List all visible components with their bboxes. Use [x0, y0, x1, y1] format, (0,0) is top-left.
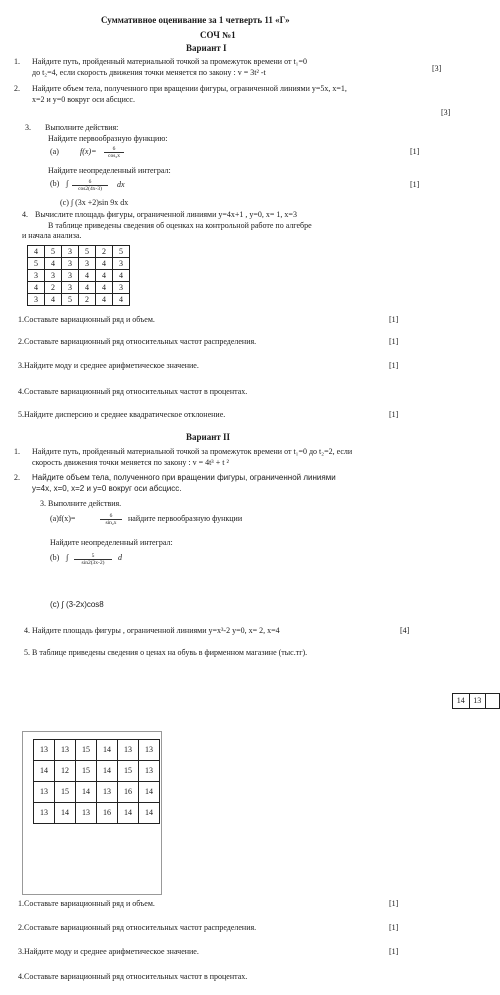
task-text: 5.Найдите дисперсию и среднее квадратическое отклонение. [18, 410, 226, 419]
table-cell: 5 [79, 246, 96, 258]
v2-q3b-numerator: 5 [91, 553, 95, 559]
table-cell: 4 [45, 294, 62, 306]
table-cell: 14 [453, 694, 470, 709]
price-row [34, 803, 160, 824]
partial-price-table [452, 693, 500, 709]
v1-q3-line3: Найдите неопределенный интеграл: [48, 166, 171, 175]
v1-q3b-label: (b) [50, 179, 60, 188]
table-cell: 4 [79, 270, 96, 282]
v2-q3b-d: d [118, 553, 122, 562]
table-cell: 4 [113, 294, 130, 306]
task-text: 4.Составьте вариационный ряд относительных частот в процентах. [18, 972, 248, 981]
task-text: 1.Составьте вариационный ряд и объем. [18, 315, 155, 324]
v1-q5-line2: и начала анализа. [22, 231, 82, 240]
table-cell: 3 [62, 282, 79, 294]
v1-q4-number: 4. [22, 210, 28, 219]
table-cell [486, 694, 500, 709]
table-cell: 5 [113, 246, 130, 258]
price-row [34, 740, 160, 761]
table-cell: 13 [34, 740, 55, 761]
v2-q5-line: 5. В таблице приведены сведения о ценах на обувь в фирменном магазине (тыс.тг). [24, 648, 308, 657]
table-cell: 14 [139, 803, 160, 824]
table-cell: 15 [55, 782, 76, 803]
table-cell: 13 [139, 761, 160, 782]
table-cell: 4 [113, 270, 130, 282]
table-cell: 13 [76, 803, 97, 824]
table-cell: 4 [79, 282, 96, 294]
v1-q3a-numerator: 6 [112, 146, 116, 152]
v2-q3-line1: 3. Выполните действия. [40, 499, 122, 508]
table-cell: 3 [62, 246, 79, 258]
table-cell: 14 [97, 761, 118, 782]
variant-2-heading: Вариант II [186, 432, 231, 442]
v1-q3a-label: (a) [50, 147, 59, 156]
table-cell: 4 [45, 258, 62, 270]
v1-q3b-numerator: 6 [88, 179, 92, 185]
v1-q3a-fraction [104, 146, 124, 159]
table-cell: 16 [118, 782, 139, 803]
price-row [34, 761, 160, 782]
task-text: 3.Найдите моду и среднее арифметическое значение. [18, 947, 199, 956]
v1-q1-line1: Найдите путь, пройденный материальной точкой за промежуток времени от t₁=0 [32, 57, 307, 66]
v2-q3b-label: (b) [50, 553, 60, 562]
v1-q3b-dx: dx [117, 180, 125, 189]
v1-q2-score: [3] [441, 108, 451, 117]
v1-q3b-denominator: cos2(4x-3) [72, 185, 108, 192]
v2-q3c: (c) ∫ (3-2x)cos8 [50, 600, 104, 609]
table-cell: 13 [469, 694, 486, 709]
task-score: [1] [389, 361, 399, 370]
task-score: [1] [389, 923, 399, 932]
v1-q3c: (c) ∫ (3x +2)sin 9x dx [60, 198, 129, 207]
price-row [34, 782, 160, 803]
v2-q3a-text: найдите первообразную функции [128, 514, 243, 523]
table-cell: 12 [55, 761, 76, 782]
table-cell: 3 [113, 258, 130, 270]
task-text: 1.Составьте вариационный ряд и объем. [18, 899, 155, 908]
table-cell: 13 [118, 740, 139, 761]
v1-q2-line2: x=2 и y=0 вокруг оси абсцисс. [32, 95, 135, 104]
v1-q1-score: [3] [432, 64, 442, 73]
table-cell: 14 [34, 761, 55, 782]
task-score: [1] [389, 337, 399, 346]
v1-q3-line1: Выполните действия: [45, 123, 119, 132]
table-cell: 14 [118, 803, 139, 824]
table-cell: 13 [34, 803, 55, 824]
v1-q3b-fraction [72, 179, 108, 192]
v1-q4-line: Вычислите площадь фигуры, ограниченной линиями y=4x+1 , y=0, x= 1, x=3 [35, 210, 297, 219]
table-cell: 3 [28, 294, 45, 306]
v1-q2-line1: Найдите объем тела, полученного при вращении фигуры, ограниченной линиями y=5x, x=1, [32, 84, 347, 93]
v2-q2-line2: y=4x, x=0, x=2 и y=0 вокруг оси абсцисс. [32, 484, 182, 493]
v1-q5-line1: В таблице приведены сведения об оценках на контрольной работе по алгебре [48, 221, 312, 230]
v1-q2-number: 2. [14, 84, 20, 93]
v2-q1-line2: скорость движения точки меняется по закону : v = 4t³ + t ² [32, 458, 229, 467]
table-cell: 15 [76, 761, 97, 782]
table-cell: 13 [139, 740, 160, 761]
table-cell: 14 [97, 740, 118, 761]
table-cell: 15 [76, 740, 97, 761]
v1-q3-number: 3. [25, 123, 31, 132]
grades-table [27, 245, 130, 306]
task-score: [1] [389, 410, 399, 419]
price-table [33, 739, 160, 824]
v1-q3-line2: Найдите первообразную функцию: [48, 134, 168, 143]
table-cell: 2 [45, 282, 62, 294]
partial-row [453, 694, 500, 709]
v2-q2-line1: Найдите объем тела, полученного при вращении фигуры, ограниченной линиями [32, 473, 336, 482]
task-text: 2.Составьте вариационный ряд относительных частот распределения. [18, 337, 257, 346]
table-cell: 3 [113, 282, 130, 294]
table-cell: 2 [96, 246, 113, 258]
v1-q1-line2: до t₂=4, если скорость движения точки меняется по закону : v = 3t² -t [32, 68, 266, 77]
grades-row [28, 246, 130, 258]
table-cell: 15 [118, 761, 139, 782]
table-cell: 13 [55, 740, 76, 761]
v2-q3b-fraction [74, 553, 112, 566]
table-cell: 3 [45, 270, 62, 282]
table-cell: 4 [28, 282, 45, 294]
task-text: 2.Составьте вариационный ряд относительных частот распределения. [18, 923, 257, 932]
v1-q1-number: 1. [14, 57, 20, 66]
table-cell: 3 [62, 258, 79, 270]
table-cell: 3 [79, 258, 96, 270]
v2-q3-line2: Найдите неопределенный интеграл: [50, 538, 173, 547]
table-cell: 14 [55, 803, 76, 824]
v2-q3b-denominator: sin2(3x-2) [74, 559, 112, 566]
v2-q3a-denominator: sin₂x [100, 519, 122, 526]
v1-q3a-denominator: cos₂x [104, 152, 124, 159]
v2-q1-number: 1. [14, 447, 20, 456]
table-cell: 13 [34, 782, 55, 803]
table-cell: 16 [97, 803, 118, 824]
table-cell: 4 [96, 282, 113, 294]
v2-q3a-label: (a)f(x)= [50, 514, 76, 523]
grades-row [28, 270, 130, 282]
grades-row [28, 258, 130, 270]
table-cell: 4 [96, 270, 113, 282]
table-cell: 5 [28, 258, 45, 270]
table-cell: 13 [97, 782, 118, 803]
task-score: [1] [389, 315, 399, 324]
table-cell: 5 [45, 246, 62, 258]
v2-q3a-numerator: 6 [109, 513, 113, 519]
v1-q3b-score: [1] [410, 180, 420, 189]
page-subtitle: СОЧ №1 [200, 30, 236, 40]
grades-row [28, 282, 130, 294]
grades-row [28, 294, 130, 306]
v2-q4-line: 4. Найдите площадь фигуры , ограниченной линиями y=x³-2 y=0, x= 2, x=4 [24, 626, 280, 635]
v2-q2-number: 2. [14, 473, 20, 482]
table-cell: 2 [79, 294, 96, 306]
table-cell: 14 [139, 782, 160, 803]
page-title: Суммативное оценивание за 1 четверть 11 «Г» [101, 15, 290, 25]
task-text: 3.Найдите моду и среднее арифметическое значение. [18, 361, 199, 370]
table-cell: 3 [62, 270, 79, 282]
table-cell: 4 [28, 246, 45, 258]
v1-q3a-function: f(x)= [80, 147, 97, 156]
table-cell: 4 [96, 294, 113, 306]
v1-q3a-score: [1] [410, 147, 420, 156]
table-cell: 5 [62, 294, 79, 306]
variant-1-heading: Вариант I [186, 43, 227, 53]
task-score: [1] [389, 899, 399, 908]
table-cell: 4 [96, 258, 113, 270]
v2-q4-score: [4] [400, 626, 410, 635]
v2-q1-line1: Найдите путь, пройденный материальной точкой за промежуток времени от t₁=0 до t₂=2, если [32, 447, 353, 456]
task-score: [1] [389, 947, 399, 956]
table-cell: 14 [76, 782, 97, 803]
v2-q3b-integral-sign: ∫ [66, 553, 69, 562]
v1-q3b-integral-sign: ∫ [66, 179, 69, 188]
task-text: 4.Составьте вариационный ряд относительных частот в процентах. [18, 387, 248, 396]
v2-q3a-fraction [100, 513, 122, 526]
table-cell: 3 [28, 270, 45, 282]
